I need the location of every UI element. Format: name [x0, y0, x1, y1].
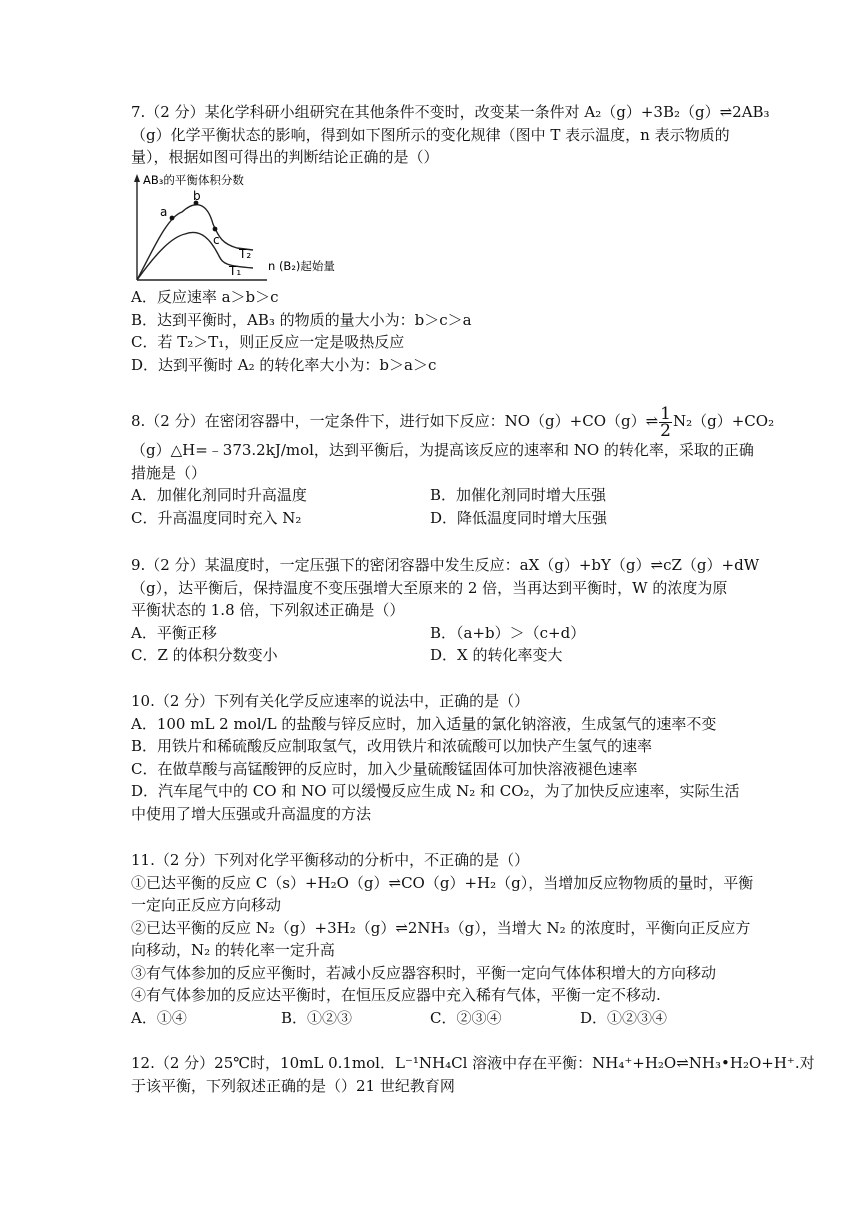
q8-option-b: B．加催化剂同时增大压强	[430, 486, 607, 504]
q12-line-1: 12.（2 分）25℃时，10mL 0.1mol．L⁻¹NH₄Cl 溶液中存在平衡：NH₄⁺+H₂O⇌NH₃•H₂O+H⁺.对	[131, 1054, 815, 1072]
q9-options-row-1	[131, 622, 731, 645]
curve-label-t2: T₂	[239, 247, 252, 261]
q7-option-d: D．达到平衡时 A₂ 的转化率大小为：b＞a＞c	[131, 355, 437, 374]
point-a	[170, 216, 175, 221]
curve-label-t1: T₁	[229, 264, 242, 278]
q9-option-d: D．X 的转化率变大	[430, 646, 563, 664]
q11-options-row	[131, 1007, 731, 1030]
q10-option-d: D．汽车尾气中的 CO 和 NO 可以缓慢反应生成 N₂ 和 CO₂，为了加快反应速率，实际生活	[131, 782, 740, 800]
question-12	[131, 1052, 815, 1097]
q11-statement-1: ①已达平衡的反应 C（s）+H₂O（g）⇌CO（g）+H₂（g），当增加反应物物质的量时，平衡	[131, 873, 754, 892]
question-7	[131, 101, 770, 169]
q9-line-3: 平衡状态的 1.8 倍，下列叙述正确是（）	[131, 601, 405, 619]
q7-option-b: B．达到平衡时，AB₃ 的物质的量大小为：b＞c＞a	[131, 310, 472, 329]
q9-options-row-2	[131, 644, 731, 667]
q7-line-3: 量），根据如图可得出的判断结论正确的是（）	[131, 148, 439, 166]
y-axis-arrow-icon	[134, 174, 140, 182]
q8-line-2: （g）△H=﹣373.2kJ/mol，达到平衡后，为提高该反应的速率和 NO 的转化率，采取的正确	[131, 441, 754, 459]
q10-line-1: 10.（2 分）下列有关化学反应速率的说法中，正确的是（）	[131, 692, 530, 710]
q7-line-1: 7.（2 分）某化学科研小组研究在其他条件不变时，改变某一条件对 A₂（g）+3B₂（g）⇌2AB₃	[131, 103, 770, 121]
q9-line-2: （g），达平衡后，保持温度不变压强增大至原来的 2 倍，当再达到平衡时，W 的浓度为原	[131, 578, 728, 597]
q7-line-2: （g）化学平衡状态的影响，得到如下图所示的变化规律（图中 T 表示温度，n 表示物质的	[131, 125, 730, 144]
q9-option-b: B．（a+b）＞（c+d）	[430, 623, 586, 642]
q8-fraction	[659, 403, 672, 441]
q10-option-c: C．在做草酸与高锰酸钾的反应时，加入少量硫酸锰固体可加快溶液褪色速率	[131, 759, 638, 778]
q7-option-a: A．反应速率 a＞b＞c	[131, 288, 279, 306]
q8-frac-num: 1	[660, 403, 671, 424]
point-c	[213, 227, 218, 232]
q8-options-row-2	[131, 507, 731, 530]
q7-options	[131, 286, 731, 376]
q11-line-1: 11.（2 分）下列对化学平衡移动的分析中，不正确的是（）	[131, 851, 530, 869]
question-8	[131, 403, 775, 529]
q11-statement-2: ②已达平衡的反应 N₂（g）+3H₂（g）⇌2NH₃（g），当增大 N₂ 的浓度时，平衡向正反应方	[131, 918, 751, 937]
q11-option-d: D．①②③④	[580, 1008, 668, 1027]
q12-line-2: 于该平衡，下列叙述正确的是（）21 世纪教育网	[131, 1076, 455, 1095]
q8-line-1-before: 8.（2 分）在密闭容器中，一定条件下，进行如下反应：NO（g）+CO（g）⇌	[131, 412, 659, 430]
q11-statement-4: ④有气体参加的反应达平衡时，在恒压反应器中充入稀有气体，平衡一定不移动.	[131, 986, 661, 1004]
q7-option-c: C．若 T₂＞T₁，则正反应一定是吸热反应	[131, 333, 405, 351]
q8-option-c: C．升高温度同时充入 N₂	[131, 508, 302, 527]
q10-option-b: B．用铁片和稀硫酸反应制取氢气，改用铁片和浓硫酸可以加快产生氢气的速率	[131, 737, 653, 755]
q11-option-a: A．①④	[131, 1008, 187, 1027]
q11-statement-1-cont: 一定向正反应方向移动	[131, 896, 282, 914]
q8-line-1	[131, 403, 775, 441]
point-label-c: c	[213, 233, 220, 247]
q11-option-b: B．①②③	[281, 1008, 353, 1027]
q8-option-d: D．降低温度同时增大压强	[430, 508, 608, 527]
question-10	[131, 690, 740, 825]
q9-line-1: 9.（2 分）某温度时，一定压强下的密闭容器中发生反应：aX（g）+bY（g）⇌cZ（g）+dW	[131, 556, 760, 574]
q7-chart	[127, 172, 337, 284]
y-axis-label: AB₃的平衡体积分数	[143, 173, 244, 187]
point-label-b: b	[193, 189, 201, 203]
question-11	[131, 849, 754, 1029]
q11-option-c: C．②③④	[430, 1008, 502, 1027]
question-9	[131, 554, 760, 667]
q8-options-row-1	[131, 484, 731, 507]
q10-option-d-cont: 中使用了增大压强或升高温度的方法	[131, 804, 372, 823]
q9-option-c: C．Z 的体积分数变小	[131, 646, 278, 664]
q11-statement-2-cont: 向移动，N₂ 的转化率一定升高	[131, 941, 335, 959]
q11-statement-3: ③有气体参加的反应平衡时，若减小反应器容积时，平衡一定向气体体积增大的方向移动	[131, 963, 717, 982]
q8-line-3: 措施是（）	[131, 463, 207, 482]
q10-option-a: A．100 mL 2 mol/L 的盐酸与锌反应时，加入适量的氯化钠溶液，生成氢气的速率不变	[131, 714, 717, 733]
q9-option-a: A．平衡正移	[131, 623, 217, 642]
q8-frac-den: 2	[660, 420, 671, 441]
q8-line-1-after: N₂（g）+CO₂	[673, 412, 775, 430]
x-axis-label: n (B₂)起始量	[268, 259, 335, 273]
point-label-a: a	[160, 205, 168, 219]
q8-option-a: A．加催化剂同时升高温度	[131, 486, 307, 504]
